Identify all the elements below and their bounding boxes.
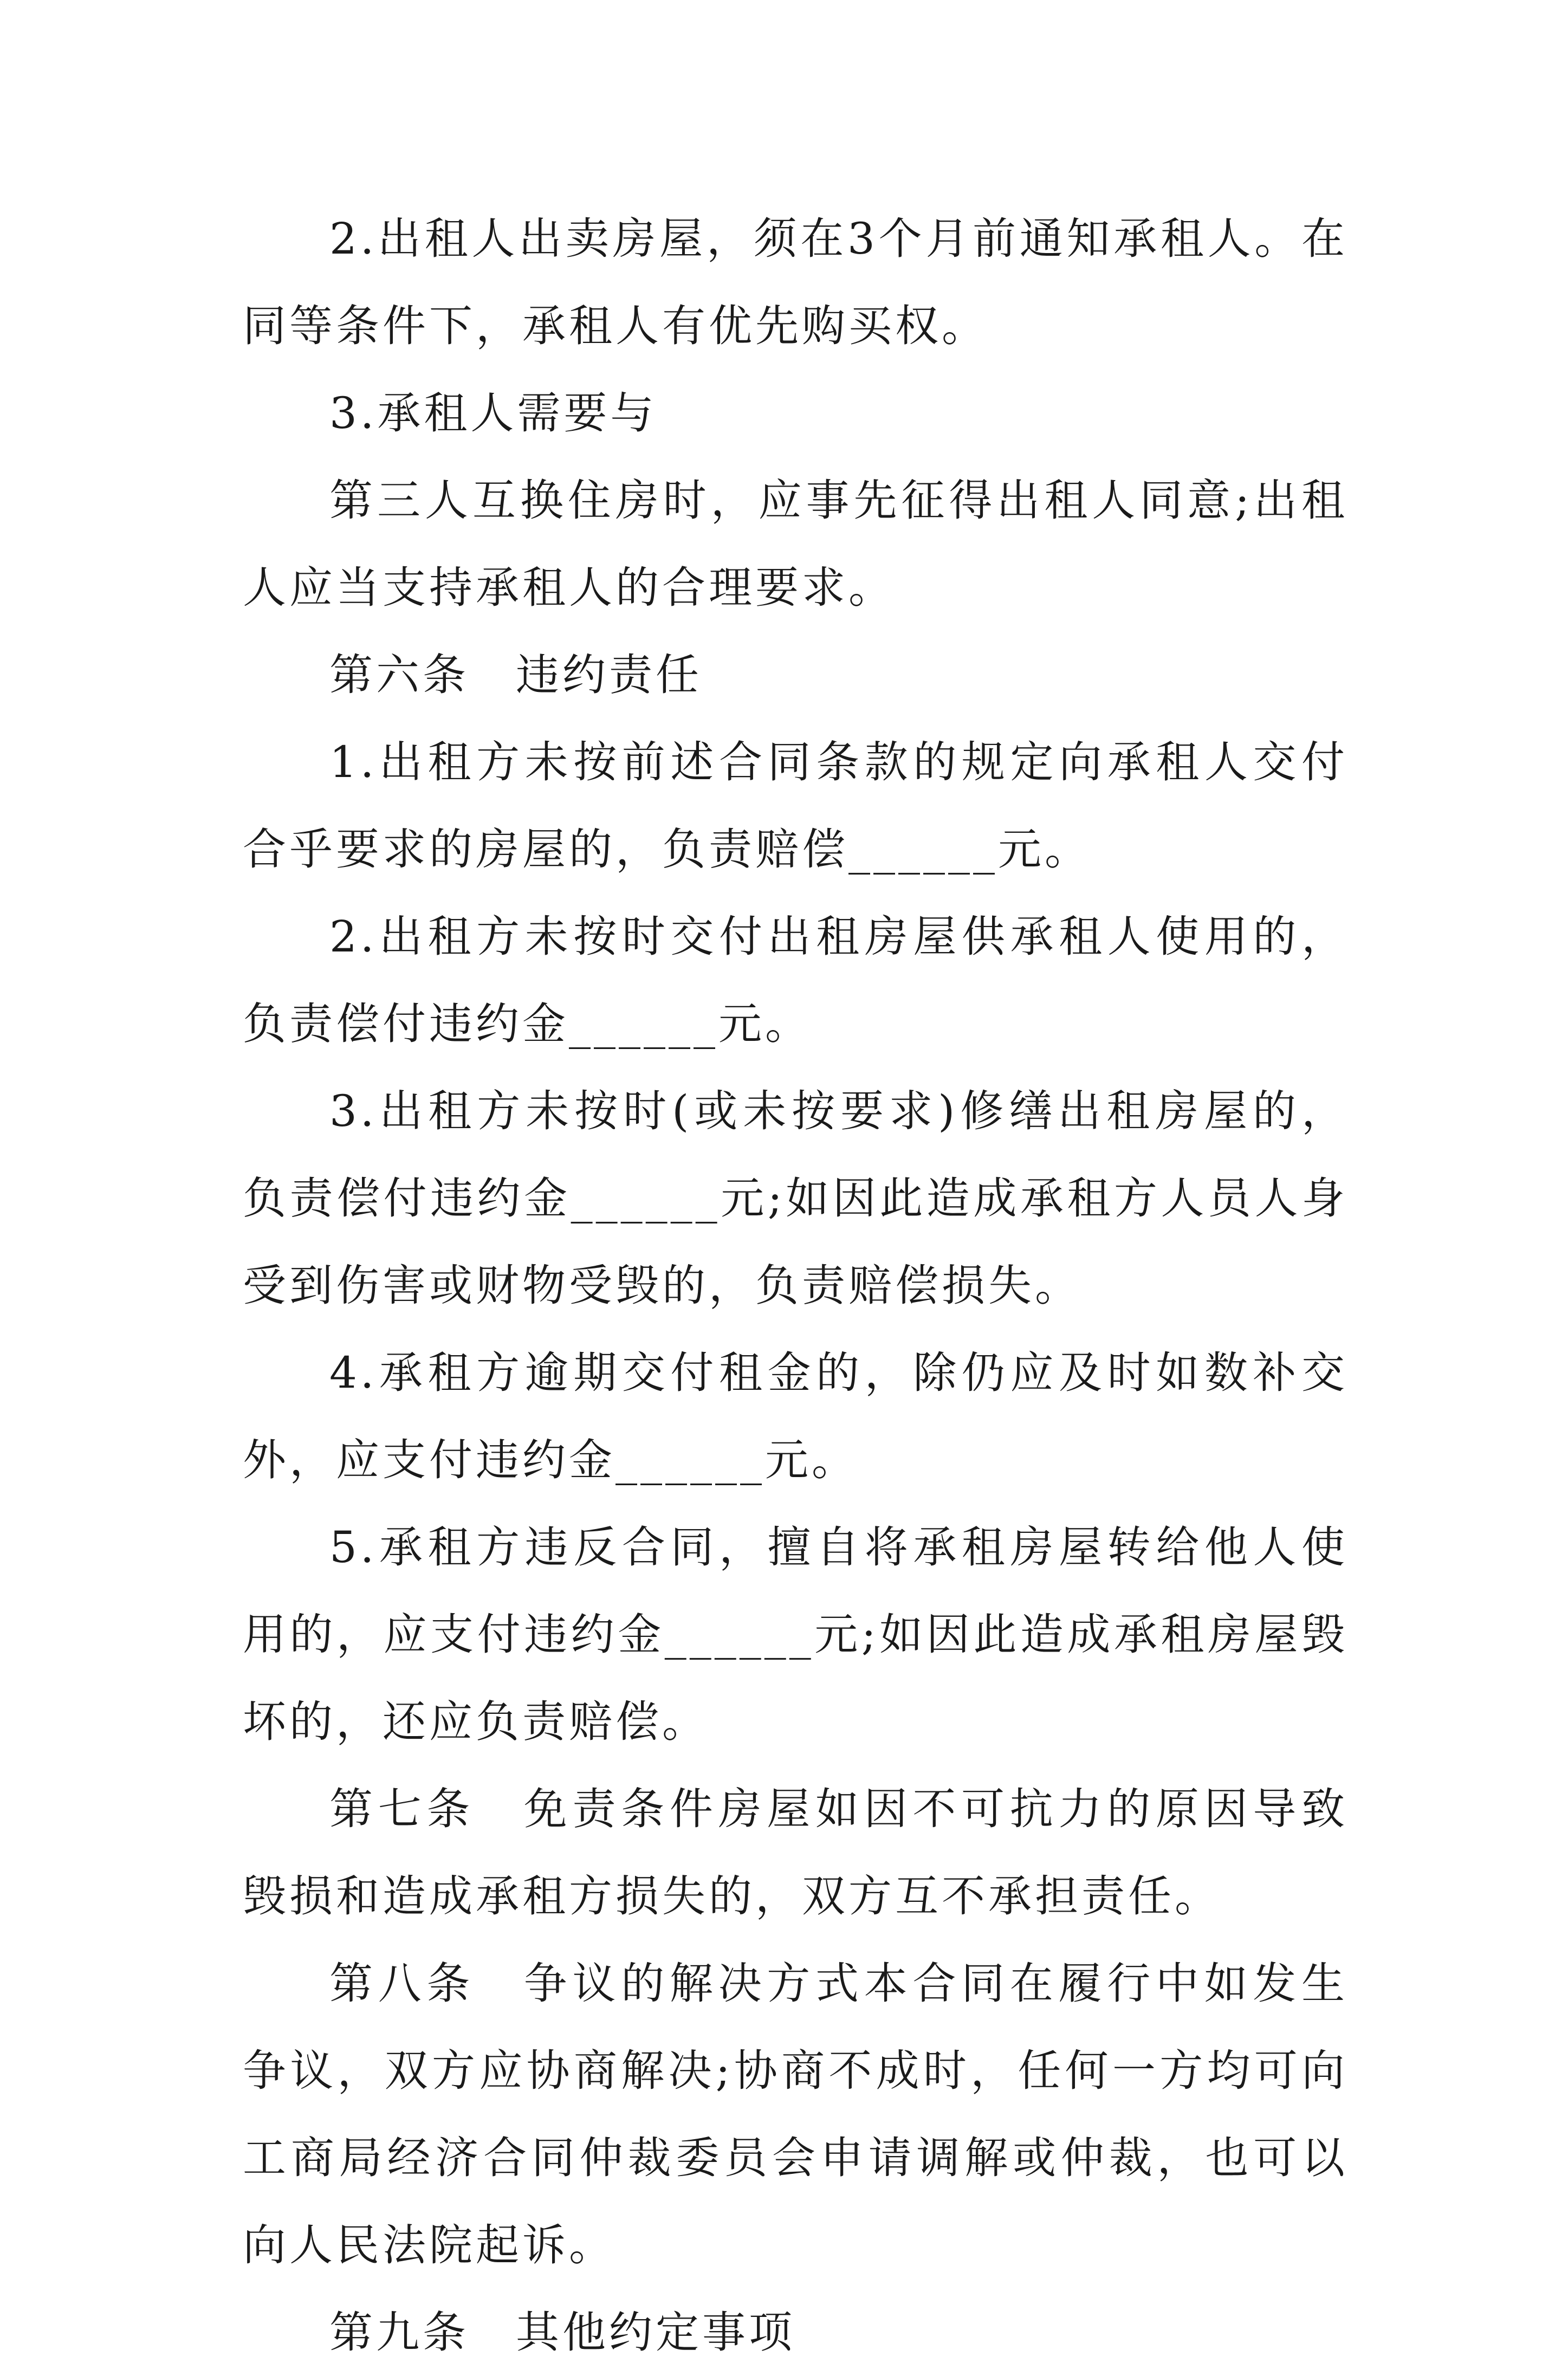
paragraph-notice-of-sale: 2.出租人出卖房屋，须在3个月前通知承租人。在同等条件下，承租人有优先购买权。: [243, 213, 1348, 351]
paragraph-article-7: 第七条 免责条件房屋如因不可抗力的原因导致毁损和造成承租方损失的，双方互不承担责任。: [243, 1784, 1348, 1921]
paragraph-liability-1: 1.出租方未按前述合同条款的规定向承租人交付合乎要求的房屋的，负责赔偿______元。: [243, 737, 1348, 875]
paragraph-liability-2: 2.出租方未按时交付出租房屋供承租人使用的，负责偿付违约金______元。: [243, 911, 1348, 1049]
paragraph-article-8: 第八条 争议的解决方式本合同在履行中如发生争议，双方应协商解决;协商不成时，任何一方均可向工商局经济合同仲裁委员会申请调解或仲裁，也可以向人民法院起诉。: [243, 1958, 1348, 2270]
heading-article-6: 第六条 违约责任: [329, 650, 702, 700]
paragraph-liability-4: 4.承租方逾期交付租金的，除仍应及时如数补交外，应支付违约金______元。: [243, 1348, 1348, 1485]
document-body: [243, 195, 1348, 2376]
paragraph-exchange-intro: 3.承租人需要与: [329, 388, 657, 438]
heading-article-9: 第九条 其他约定事项: [329, 2307, 795, 2358]
paragraph-liability-3: 3.出租方未按时(或未按要求)修缮出租房屋的，负责偿付违约金______元;如因此造成承租方人员人身受到伤害或财物受毁的，负责赔偿损失。: [243, 1086, 1348, 1311]
paragraph-liability-5: 5.承租方违反合同，擅自将承租房屋转给他人使用的，应支付违约金______元;如因此造成承租房屋毁坏的，还应负责赔偿。: [243, 1522, 1348, 1747]
paragraph-exchange-consent: 第三人互换住房时，应事先征得出租人同意;出租人应当支持承租人的合理要求。: [243, 475, 1348, 613]
